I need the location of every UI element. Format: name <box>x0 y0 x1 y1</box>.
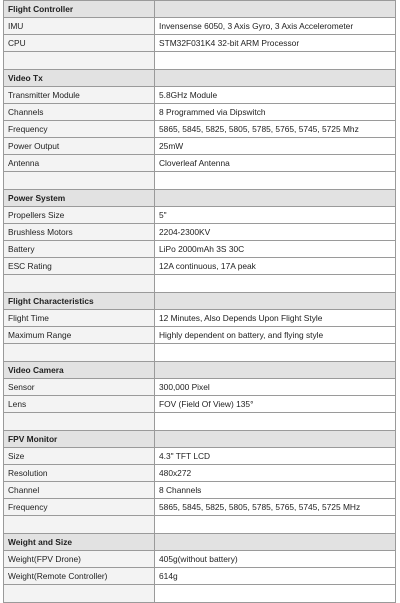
table-row <box>4 448 396 465</box>
spec-label: Propellers Size <box>4 207 155 224</box>
spacer-cell <box>155 413 396 431</box>
section-title: FPV Monitor <box>4 431 155 448</box>
section-header-power-system <box>4 190 396 207</box>
table-row <box>4 35 396 52</box>
table-row <box>4 396 396 413</box>
spec-value: 12 Minutes, Also Depends Upon Flight Style <box>155 310 396 327</box>
spacer-cell <box>155 516 396 534</box>
spec-value: 5865, 5845, 5825, 5805, 5785, 5765, 5745, 5725 Mhz <box>155 121 396 138</box>
spec-value: 614g <box>155 568 396 585</box>
section-header-flight-characteristics <box>4 293 396 310</box>
spec-value: STM32F031K4 32-bit ARM Processor <box>155 35 396 52</box>
table-row <box>4 465 396 482</box>
table-row <box>4 224 396 241</box>
spec-value: 4.3" TFT LCD <box>155 448 396 465</box>
section-header-blank-cell <box>155 431 396 448</box>
section-title: Weight and Size <box>4 534 155 551</box>
spacer-cell <box>4 275 155 293</box>
spacer-cell <box>4 413 155 431</box>
spacer-cell <box>155 52 396 70</box>
table-row <box>4 241 396 258</box>
spec-value: FOV (Field Of View) 135° <box>155 396 396 413</box>
section-header-video-tx <box>4 70 396 87</box>
spacer-row <box>4 585 396 603</box>
spec-label: Lens <box>4 396 155 413</box>
table-row <box>4 138 396 155</box>
spec-value: 405g(without battery) <box>155 551 396 568</box>
table-row <box>4 87 396 104</box>
spec-value: Highly dependent on battery, and flying style <box>155 327 396 344</box>
spacer-cell <box>4 516 155 534</box>
table-row <box>4 155 396 172</box>
spacer-row <box>4 413 396 431</box>
section-header-blank-cell <box>155 1 396 18</box>
section-header-fpv-monitor <box>4 431 396 448</box>
spec-label: Weight(FPV Drone) <box>4 551 155 568</box>
spec-label: Frequency <box>4 499 155 516</box>
spec-label: Brushless Motors <box>4 224 155 241</box>
spacer-cell <box>4 172 155 190</box>
spec-value: 2204-2300KV <box>155 224 396 241</box>
spacer-row <box>4 52 396 70</box>
section-header-video-camera <box>4 362 396 379</box>
spacer-row <box>4 516 396 534</box>
section-header-blank-cell <box>155 190 396 207</box>
specifications-table <box>3 0 396 603</box>
table-row <box>4 104 396 121</box>
spec-label: Maximum Range <box>4 327 155 344</box>
spacer-cell <box>4 52 155 70</box>
spec-value: 25mW <box>155 138 396 155</box>
spec-label: Power Output <box>4 138 155 155</box>
spacer-cell <box>155 275 396 293</box>
spec-value: 300,000 Pixel <box>155 379 396 396</box>
spec-value: 5865, 5845, 5825, 5805, 5785, 5765, 5745, 5725 MHz <box>155 499 396 516</box>
section-header-blank-cell <box>155 70 396 87</box>
spec-label: Size <box>4 448 155 465</box>
section-title: Flight Controller <box>4 1 155 18</box>
table-row <box>4 327 396 344</box>
spacer-cell <box>4 585 155 603</box>
table-row <box>4 568 396 585</box>
section-header-blank-cell <box>155 362 396 379</box>
specifications-table-body <box>4 1 396 603</box>
table-row <box>4 379 396 396</box>
table-row <box>4 551 396 568</box>
spec-label: Flight Time <box>4 310 155 327</box>
spec-value: 480x272 <box>155 465 396 482</box>
spec-value: 8 Channels <box>155 482 396 499</box>
spacer-row <box>4 344 396 362</box>
table-row <box>4 207 396 224</box>
table-row <box>4 18 396 35</box>
spec-label: Resolution <box>4 465 155 482</box>
section-title: Power System <box>4 190 155 207</box>
spec-label: Weight(Remote Controller) <box>4 568 155 585</box>
spacer-cell <box>155 172 396 190</box>
spec-value: 5" <box>155 207 396 224</box>
spec-label: IMU <box>4 18 155 35</box>
spacer-row <box>4 172 396 190</box>
spec-label: Antenna <box>4 155 155 172</box>
table-row <box>4 258 396 275</box>
spec-label: CPU <box>4 35 155 52</box>
spacer-cell <box>155 344 396 362</box>
spacer-cell <box>4 344 155 362</box>
section-header-flight-controller <box>4 1 396 18</box>
spec-value: Cloverleaf Antenna <box>155 155 396 172</box>
spec-value: 8 Programmed via Dipswitch <box>155 104 396 121</box>
spec-label: Sensor <box>4 379 155 396</box>
spec-label: Channels <box>4 104 155 121</box>
spec-label: Transmitter Module <box>4 87 155 104</box>
section-title: Video Camera <box>4 362 155 379</box>
section-title: Video Tx <box>4 70 155 87</box>
spec-value: 12A continuous, 17A peak <box>155 258 396 275</box>
spacer-row <box>4 275 396 293</box>
table-row <box>4 482 396 499</box>
spec-value: LiPo 2000mAh 3S 30C <box>155 241 396 258</box>
table-row <box>4 310 396 327</box>
section-header-weight-and-size <box>4 534 396 551</box>
spec-label: Battery <box>4 241 155 258</box>
spec-value: Invensense 6050, 3 Axis Gyro, 3 Axis Accelerometer <box>155 18 396 35</box>
section-header-blank-cell <box>155 293 396 310</box>
spacer-cell <box>155 585 396 603</box>
spec-label: ESC Rating <box>4 258 155 275</box>
section-header-blank-cell <box>155 534 396 551</box>
section-title: Flight Characteristics <box>4 293 155 310</box>
spec-label: Channel <box>4 482 155 499</box>
table-row <box>4 499 396 516</box>
table-row <box>4 121 396 138</box>
spec-label: Frequency <box>4 121 155 138</box>
spec-value: 5.8GHz Module <box>155 87 396 104</box>
